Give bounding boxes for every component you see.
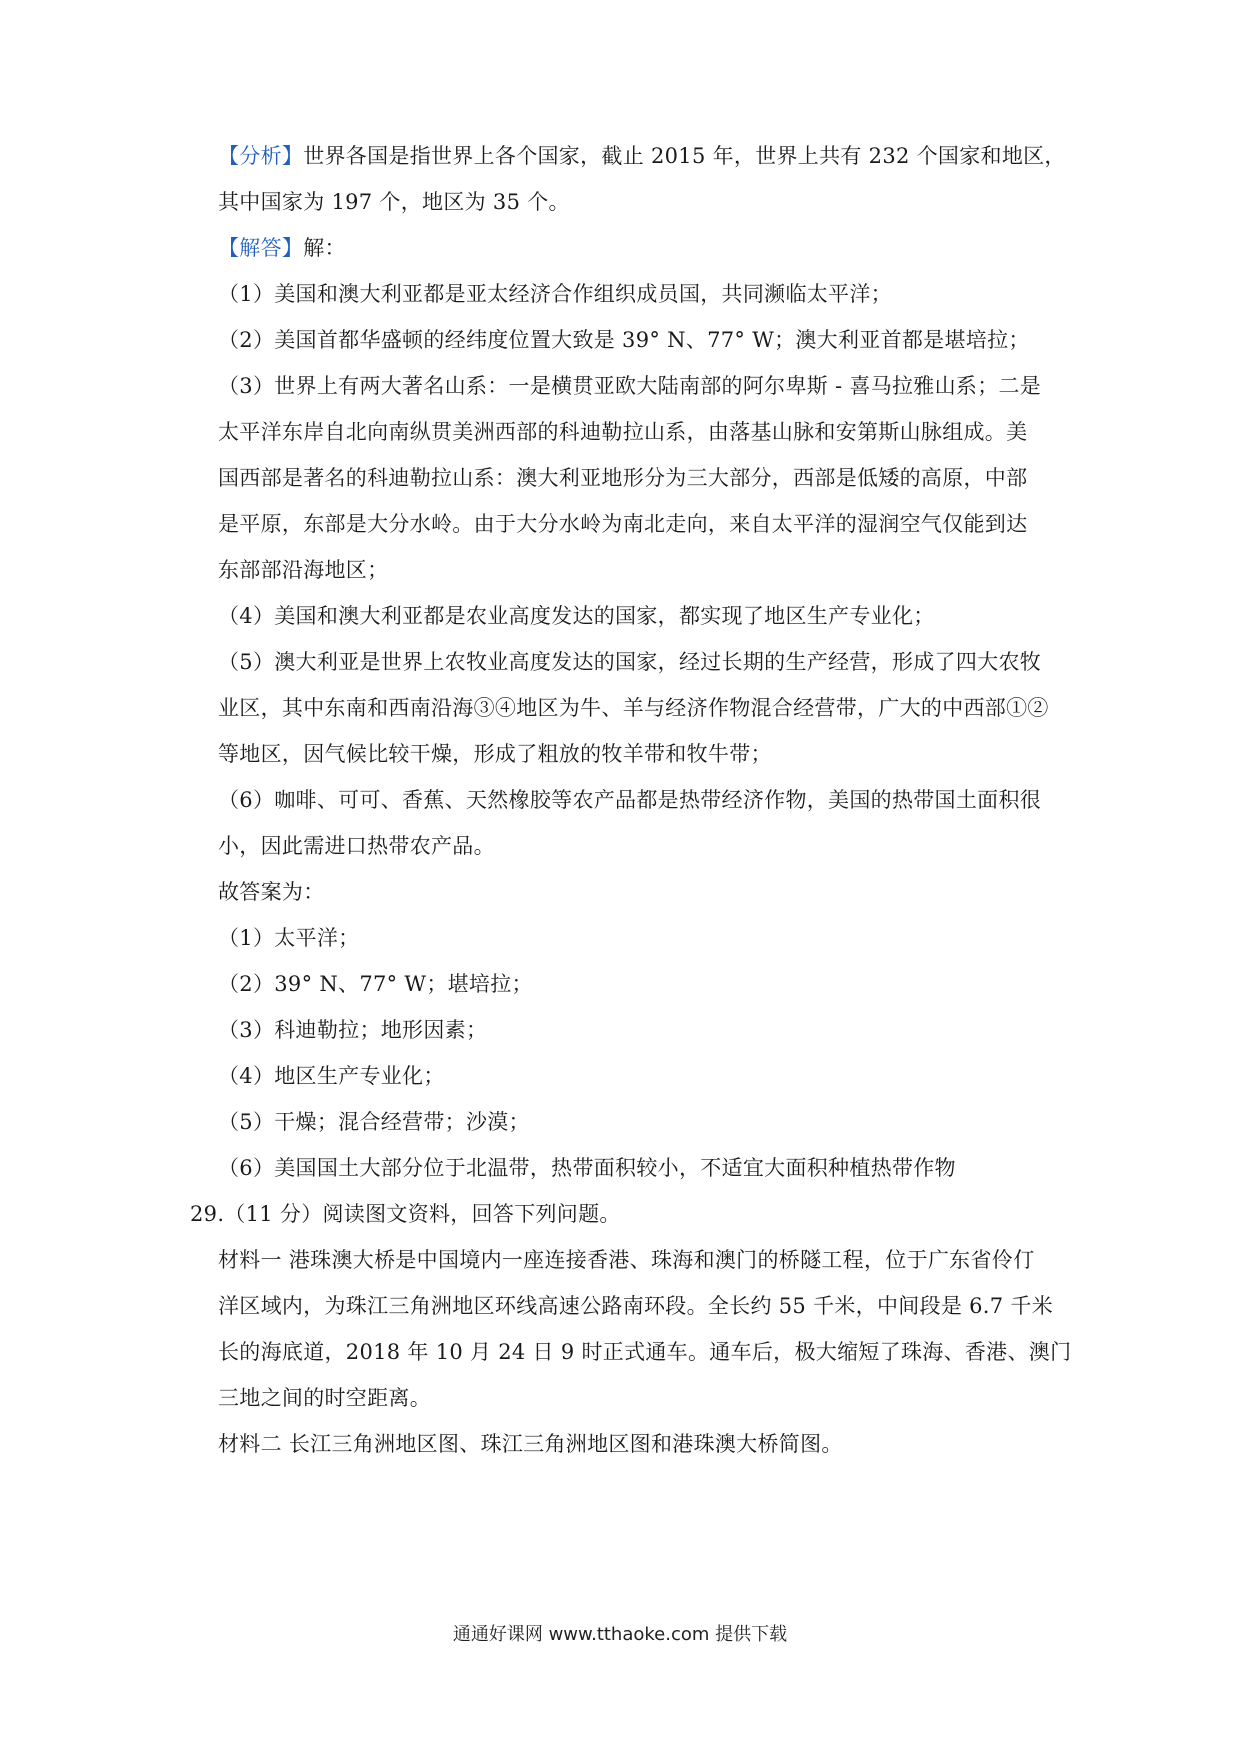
answer-line: 小，因此需进口热带农产品。 [218, 834, 495, 858]
answer-line: （5）澳大利亚是世界上农牧业高度发达的国家，经过长期的生产经营，形成了四大农牧 [218, 650, 1042, 674]
answer-tag: 【解答】 [218, 236, 304, 260]
final-answer-item: （6）美国国土大部分位于北温带，热带面积较小，不适宜大面积种植热带作物 [218, 1156, 956, 1180]
analysis-tag: 【分析】 [218, 144, 304, 168]
answer-line: （1）美国和澳大利亚都是亚太经济合作组织成员国，共同濒临太平洋； [218, 282, 892, 306]
analysis-line-1 [218, 142, 1066, 170]
final-answer-item: （5）干燥；混合经营带；沙漠； [218, 1110, 530, 1134]
material-1-line: 长的海底道，2018 年 10 月 24 日 9 时正式通车。通车后，极大缩短了珠海、香港、澳门 [218, 1340, 1072, 1364]
answer-line: 国西部是著名的科迪勒拉山系：澳大利亚地形分为三大部分，西部是低矮的高原，中部 [218, 466, 1028, 490]
answer-heading [218, 234, 1048, 262]
analysis-line-2: 其中国家为 197 个，地区为 35 个。 [218, 190, 570, 214]
answer-line: 等地区，因气候比较干燥，形成了粗放的牧羊带和牧牛带； [218, 742, 772, 766]
material-1-line: 洋区域内，为珠江三角洲地区环线高速公路南环段。全长约 55 千米，中间段是 6.7 千米 [218, 1294, 1054, 1318]
answer-line: 太平洋东岸自北向南纵贯美洲西部的科迪勒拉山系，由落基山脉和安第斯山脉组成。美 [218, 420, 1028, 444]
final-answer-item: （2）39° N、77° W；堪培拉； [218, 972, 533, 996]
material-1-line: 材料一 港珠澳大桥是中国境内一座连接香港、珠海和澳门的桥隧工程，位于广东省伶仃 [218, 1248, 1035, 1272]
final-answer-item: （4）地区生产专业化； [218, 1064, 445, 1088]
answer-line: （3）世界上有两大著名山系：一是横贯亚欧大陆南部的阿尔卑斯 - 喜马拉雅山系；二是 [218, 374, 1042, 398]
question-29-title: 29.（11 分）阅读图文资料，回答下列问题。 [190, 1202, 621, 1226]
material-1-line: 三地之间的时空距离。 [218, 1386, 431, 1410]
answer-line: 是平原，东部是大分水岭。由于大分水岭为南北走向，来自太平洋的湿润空气仅能到达 [218, 512, 1028, 536]
final-answer-item: （1）太平洋； [218, 926, 360, 950]
final-answer-item: （3）科迪勒拉；地形因素； [218, 1018, 488, 1042]
answer-line: （4）美国和澳大利亚都是农业高度发达的国家，都实现了地区生产专业化； [218, 604, 935, 628]
answer-line: （6）咖啡、可可、香蕉、天然橡胶等农产品都是热带经济作物，美国的热带国土面积很 [218, 788, 1042, 812]
final-answer-heading: 故答案为： [218, 880, 325, 904]
material-2-line: 材料二 长江三角洲地区图、珠江三角洲地区图和港珠澳大桥简图。 [218, 1432, 843, 1456]
answer-line: 东部部沿海地区； [218, 558, 389, 582]
page-footer: 通通好课网 www.tthaoke.com 提供下载 [452, 1624, 788, 1645]
answer-intro: 解： [303, 236, 346, 260]
analysis-text-1: 世界各国是指世界上各个国家，截止 2015 年，世界上共有 232 个国家和地区， [303, 144, 1066, 168]
answer-line: 业区，其中东南和西南沿海③④地区为牛、羊与经济作物混合经营带，广大的中西部①② [218, 696, 1049, 720]
answer-line: （2）美国首都华盛顿的经纬度位置大致是 39° N、77° W；澳大利亚首都是堪培拉； [218, 328, 1030, 352]
